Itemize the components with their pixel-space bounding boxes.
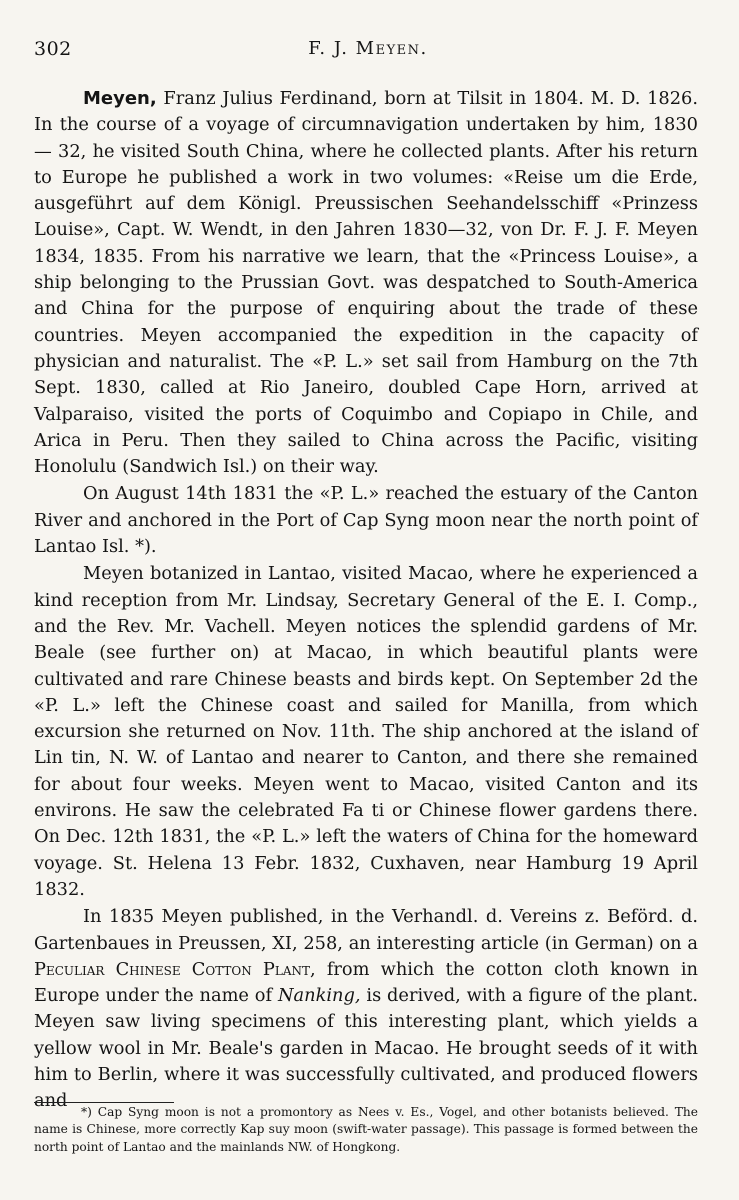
footnote-text: *) Cap Syng moon is not a promontory as Nees v. Es., Vogel, and other botanists believed. The name is Chinese, more correctly Kap suy moon (swift-water passage). This passage is formed between the north point of Lantao and the mainlands NW. of Hongkong. <box>34 1105 698 1154</box>
article-title: Peculiar Chinese Cotton Plant, <box>34 958 316 980</box>
italic-term: Nanking, <box>277 985 361 1007</box>
running-head <box>34 38 702 59</box>
paragraph-4-text-a: In 1835 Meyen published, in the Verhandl. d. Vereins z. Beförd. d. Gartenbaues in Preussen, XI, 258, an interesting article (in German) on a <box>34 906 698 954</box>
footnote-rule <box>34 1102 174 1103</box>
paragraph-1-text: Franz Julius Ferdinand, born at Tilsit in 1804. M. D. 1826. In the course of a voyage of circumnavigation undertaken by him, 1830 — 32, he visited South China, where he collected plants. After his return to Europe he published a work in two volumes: «Reise um die Erde, ausgeführt auf dem Königl. Preussischen Seehandelsschiff «Prinzess Louise», Capt. W. Wendt, in den Jahren 1830—32, von Dr. F. J. F. Meyen 1834, 1835. From his narrative we learn, that the «Princess Louise», a ship belonging to the Prussian Govt. was despatched to South-America and China for the purpose of enquiring about the trade of these countries. Meyen accompanied the expedition in the capacity of physician and naturalist. The «P. L.» set sail from Hamburg on the 7th Sept. 1830, called at Rio Janeiro, doubled Cape Horn, arrived at Valparaiso, visited the ports of Coquimbo and Copiapo in Chile, and Arica in Peru. Then they sailed to China across the Pacific, visiting Honolulu (Sandwich Isl.) on their way. <box>34 88 698 478</box>
paragraph-4-text-b: from which the cotton cloth known in Europe under the name of <box>34 958 698 1007</box>
paragraph-1 <box>34 86 698 480</box>
paragraph-4 <box>34 904 698 1114</box>
footnote <box>34 1104 698 1156</box>
paragraph-3: Meyen botanized in Lantao, visited Macao, where he experienced a kind reception from Mr. Lindsay, Secretary General of the E. I. Comp., and the Rev. Mr. Vachell. Meyen notices the splendid gardens of Mr. Beale (see further on) at Macao, in which beautiful plants were cultivated and rare Chinese beasts and birds kept. On September 2d the «P. L.» left the Chinese coast and sailed for Manilla, from which excursion she returned on Nov. 11th. The ship anchored at the island of Lin tin, N. W. of Lantao and nearer to Canton, and there she remained for about four weeks. Meyen went to Macao, visited Canton and its environs. He saw the celebrated Fa ti or Chinese flower gardens there. On Dec. 12th 1831, the «P. L.» left the waters of China for the homeward voyage. St. Helena 13 Febr. 1832, Cuxhaven, near Hamburg 19 April 1832. <box>34 563 698 900</box>
page-header <box>34 38 702 70</box>
running-head-name: Meyen. <box>355 38 428 59</box>
page-number: 302 <box>34 38 72 60</box>
running-head-initials: F. J. <box>308 38 349 59</box>
paragraph-2: On August 14th 1831 the «P. L.» reached the estuary of the Canton River and anchored in the Port of Cap Syng moon near the north point of Lantao Isl. *). <box>34 483 698 558</box>
paragraph-4-text-c: is derived, with a figure of the plant. Meyen saw living specimens of this interesting plant, which yields a yellow wool in Mr. Beale's garden in Macao. He brought seeds of it with him to Berlin, where it was successfully cultivated, and produced flowers and <box>34 985 698 1112</box>
body-text <box>34 86 698 1115</box>
entry-name: Meyen, <box>83 88 157 109</box>
